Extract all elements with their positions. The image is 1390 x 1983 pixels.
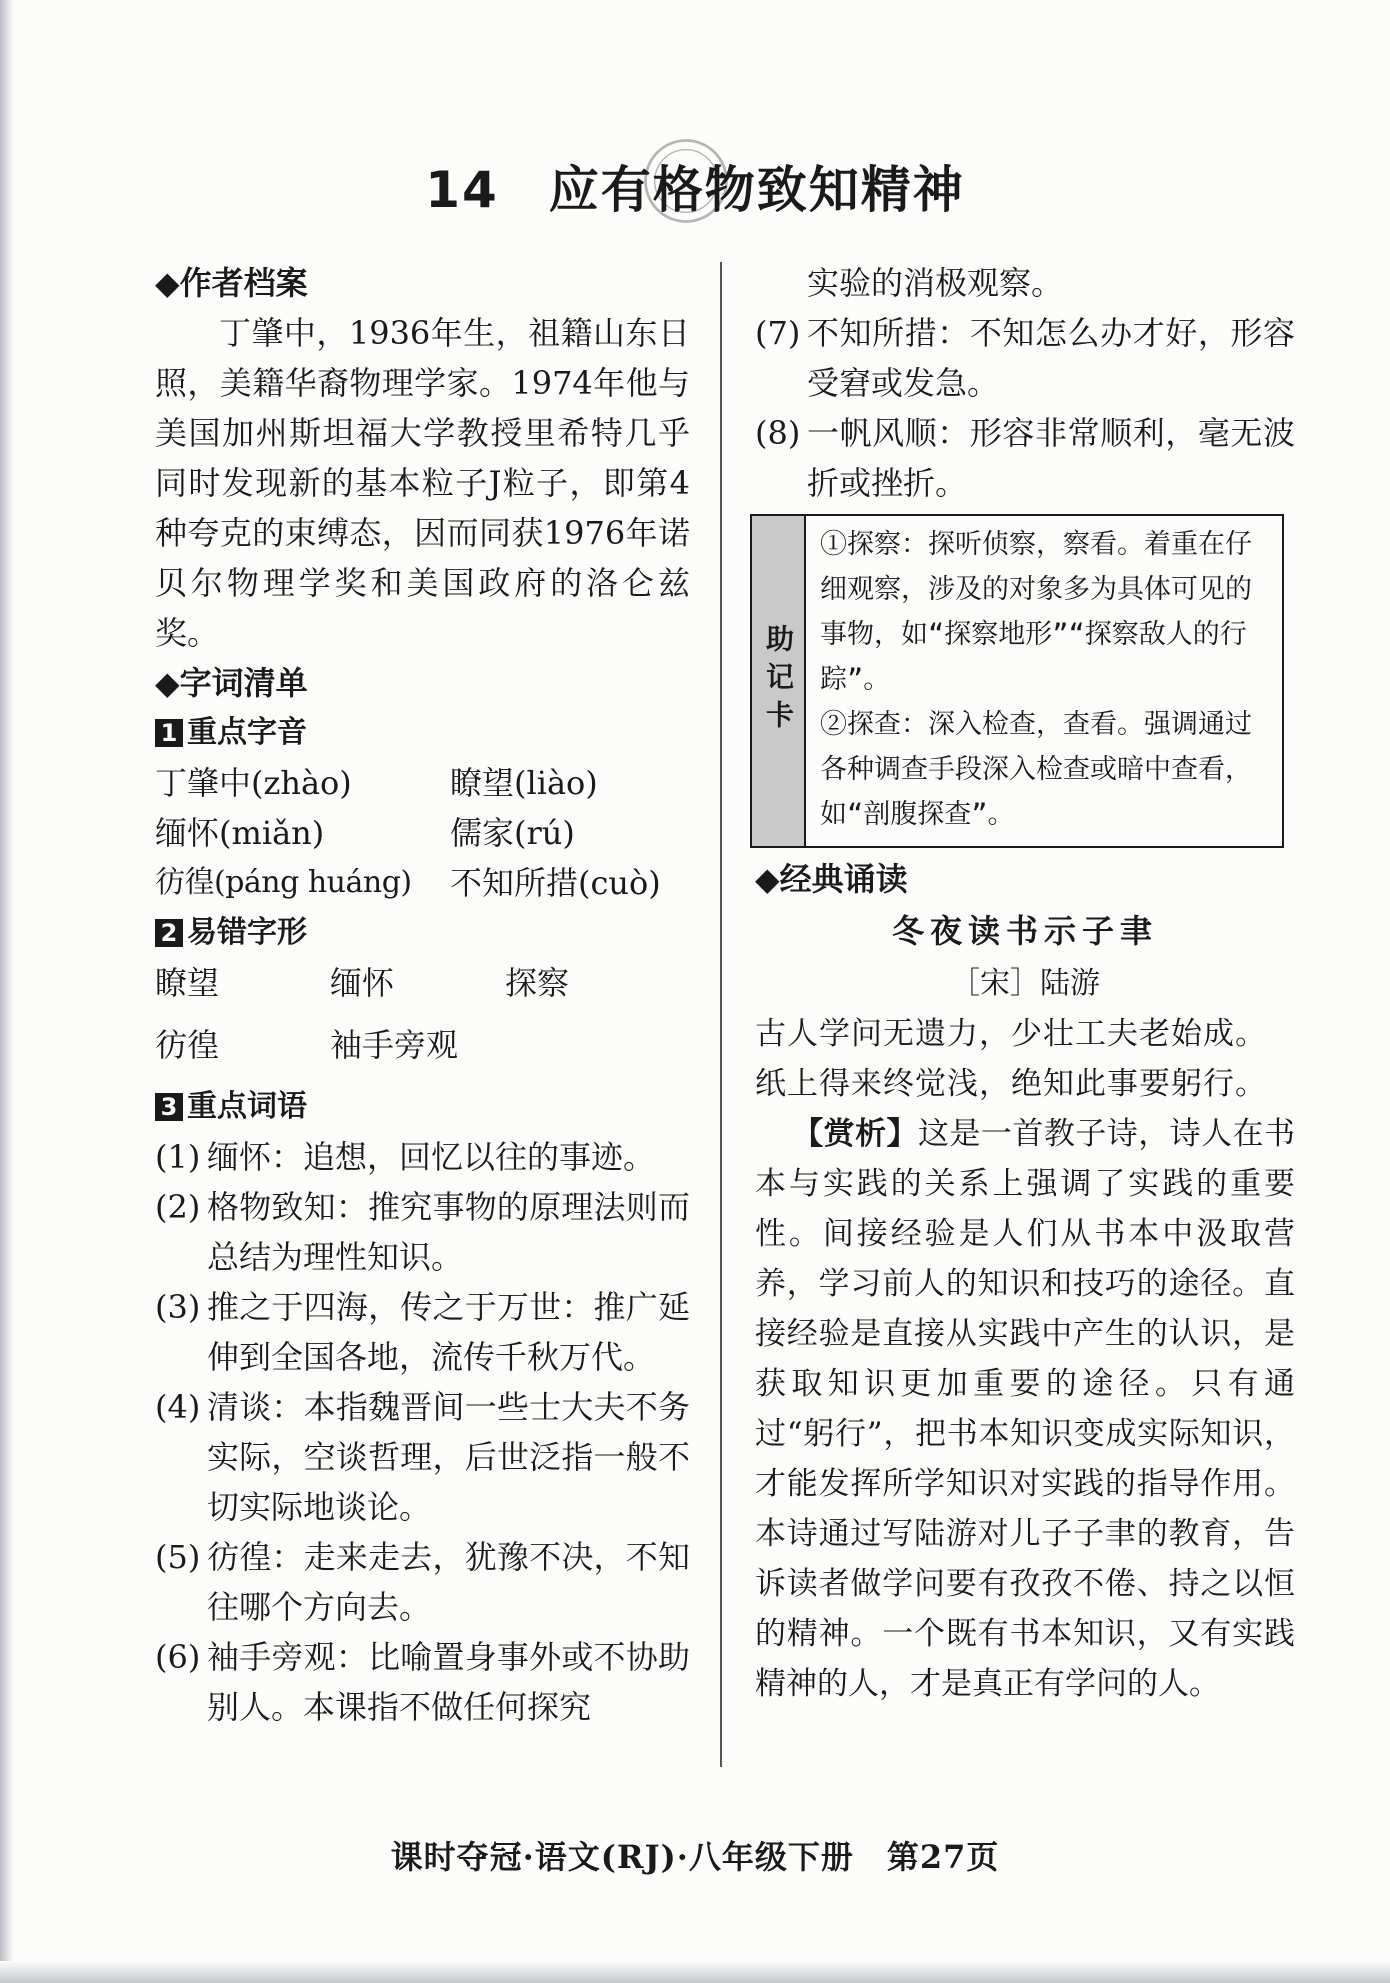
term-text: 一帆风顺：形容非常顺利，毫无波折或挫折。 bbox=[807, 414, 1295, 502]
analysis-text: 这是一首教子诗，诗人在书本与实践的关系上强调了实践的重要性。间接经验是人们从书本中汲取营养，学习前人的知识和技巧的途径。直接经验是直接从实践中产生的认识，是获取知识更加重要的途径。只有通过“躬行”，把书本知识变成实际知识，才能发挥所学知识对实践的指导作用。本诗通过写陆游对儿子子聿的教育，告诉读者做学问要有孜孜不倦、持之以恒的精神。一个既有书本知识，又有实践精神的人，才是真正有学问的人。 bbox=[755, 1116, 1296, 1702]
term-label: (5) bbox=[155, 1538, 201, 1576]
term-text: 彷徨：走来走去，犹豫不决，不知往哪个方向去。 bbox=[207, 1538, 690, 1626]
poem-analysis bbox=[755, 1109, 1295, 1709]
vocab-section-heading: ◆字词清单 bbox=[155, 664, 308, 702]
author-bio: 丁肇中，1936年生，祖籍山东日照，美籍华裔物理学家。1974年他与美国加州斯坦福大学教授里希特几乎同时发现新的基本粒子J粒子，即第4种夸克的束缚态，因而同获1976年诺贝尔物理学奖和美国政府的洛仑兹奖。 bbox=[155, 314, 690, 652]
term-item bbox=[155, 1182, 690, 1282]
subsection-number: 1 bbox=[155, 719, 183, 747]
lesson-title-text: 应有格物致知精神 bbox=[548, 161, 965, 219]
term-label: (1) bbox=[155, 1138, 201, 1176]
term-item bbox=[755, 408, 1295, 508]
term-item bbox=[155, 1282, 690, 1382]
subsection-number: 3 bbox=[155, 1093, 183, 1121]
memory-card-label bbox=[752, 516, 806, 846]
term-label: (6) bbox=[155, 1638, 201, 1676]
memory-card bbox=[750, 514, 1284, 848]
pronunciation-item: 丁肇中(zhào) bbox=[155, 764, 352, 802]
term-item bbox=[155, 1532, 690, 1632]
memory-card-point: ②探查：深入检查，查看。强调通过各种调查手段深入检查或暗中查看，如“剖腹探查”。 bbox=[820, 709, 1252, 830]
memory-card-content bbox=[820, 522, 1265, 837]
page-bottom-shadow bbox=[0, 1961, 1390, 1983]
term-text: 清谈：本指魏晋间一些士大夫不务实际，空谈哲理，后世泛指一般不切实际地谈论。 bbox=[207, 1388, 690, 1526]
term-label: (7) bbox=[755, 314, 801, 352]
term-continuation: 实验的消极观察。 bbox=[807, 264, 1064, 302]
left-column bbox=[155, 258, 690, 1732]
pronunciation-item: 儒家(rú) bbox=[450, 814, 575, 852]
subsection-title: 易错字形 bbox=[187, 915, 307, 950]
subsection-title: 重点字音 bbox=[187, 715, 307, 750]
characters-heading bbox=[155, 908, 690, 958]
term-item bbox=[755, 308, 1295, 408]
right-column bbox=[755, 258, 1295, 1709]
characters-row bbox=[155, 958, 690, 1020]
analysis-label: 【赏析】 bbox=[792, 1116, 919, 1152]
character-item: 缅怀 bbox=[330, 964, 395, 1002]
characters-row bbox=[155, 1020, 690, 1082]
pronunciation-heading bbox=[155, 708, 690, 758]
pronunciation-item: 瞭望(liào) bbox=[450, 764, 598, 802]
term-label: (4) bbox=[155, 1388, 201, 1426]
pronunciation-row bbox=[155, 758, 690, 808]
memory-card-point: ①探察：探听侦察，察看。着重在仔细观察，涉及的对象多为具体可见的事物，如“探察地形”“探察敌人的行踪”。 bbox=[820, 529, 1252, 695]
term-text: 格物致知：推究事物的原理法则而总结为理性知识。 bbox=[207, 1188, 690, 1276]
pronunciation-item: 缅怀(miǎn) bbox=[155, 814, 325, 852]
memory-card-label-text: 助记卡 bbox=[762, 624, 795, 738]
poem-line: 纸上得来终觉浅，绝知此事要躬行。 bbox=[755, 1066, 1267, 1102]
term-text: 推之于四海，传之于万世：推广延伸到全国各地，流传千秋万代。 bbox=[207, 1288, 690, 1376]
poem-title: 冬夜读书示子聿 bbox=[891, 912, 1158, 950]
classic-heading: ◆经典诵读 bbox=[755, 860, 908, 898]
lesson-number: 14 bbox=[425, 161, 499, 219]
subsection-number: 2 bbox=[155, 919, 183, 947]
term-item bbox=[155, 1632, 690, 1732]
term-text: 袖手旁观：比喻置身事外或不协助别人。本课指不做任何探究 bbox=[207, 1638, 690, 1726]
poem-author: ［宋］陆游 bbox=[950, 966, 1100, 1001]
pronunciation-item: 不知所措(cuò) bbox=[450, 864, 661, 902]
term-item bbox=[155, 1132, 690, 1182]
pronunciation-row bbox=[155, 858, 690, 908]
poem-line: 古人学问无遗力，少壮工夫老始成。 bbox=[755, 1016, 1267, 1052]
term-label: (8) bbox=[755, 414, 801, 452]
terms-heading bbox=[155, 1082, 690, 1132]
character-item: 探察 bbox=[505, 964, 570, 1002]
page-edge-shadow bbox=[0, 0, 14, 1983]
pronunciation-item: 彷徨(páng huáng) bbox=[155, 865, 412, 900]
term-text: 缅怀：追想，回忆以往的事迹。 bbox=[207, 1138, 656, 1176]
lesson-title bbox=[0, 150, 1390, 222]
pronunciation-row bbox=[155, 808, 690, 858]
subsection-title: 重点词语 bbox=[187, 1089, 307, 1124]
page-footer: 课时夺冠·语文(RJ)·八年级下册 第27页 bbox=[390, 1838, 1000, 1876]
character-item: 彷徨 bbox=[155, 1026, 220, 1064]
character-item: 袖手旁观 bbox=[330, 1026, 459, 1064]
term-item bbox=[155, 1382, 690, 1532]
column-divider bbox=[720, 262, 722, 1767]
term-label: (3) bbox=[155, 1288, 201, 1326]
character-item: 瞭望 bbox=[155, 964, 220, 1002]
term-text: 不知所措：不知怎么办才好，形容受窘或发急。 bbox=[807, 314, 1295, 402]
author-section-heading: ◆作者档案 bbox=[155, 264, 308, 302]
term-label: (2) bbox=[155, 1188, 201, 1226]
